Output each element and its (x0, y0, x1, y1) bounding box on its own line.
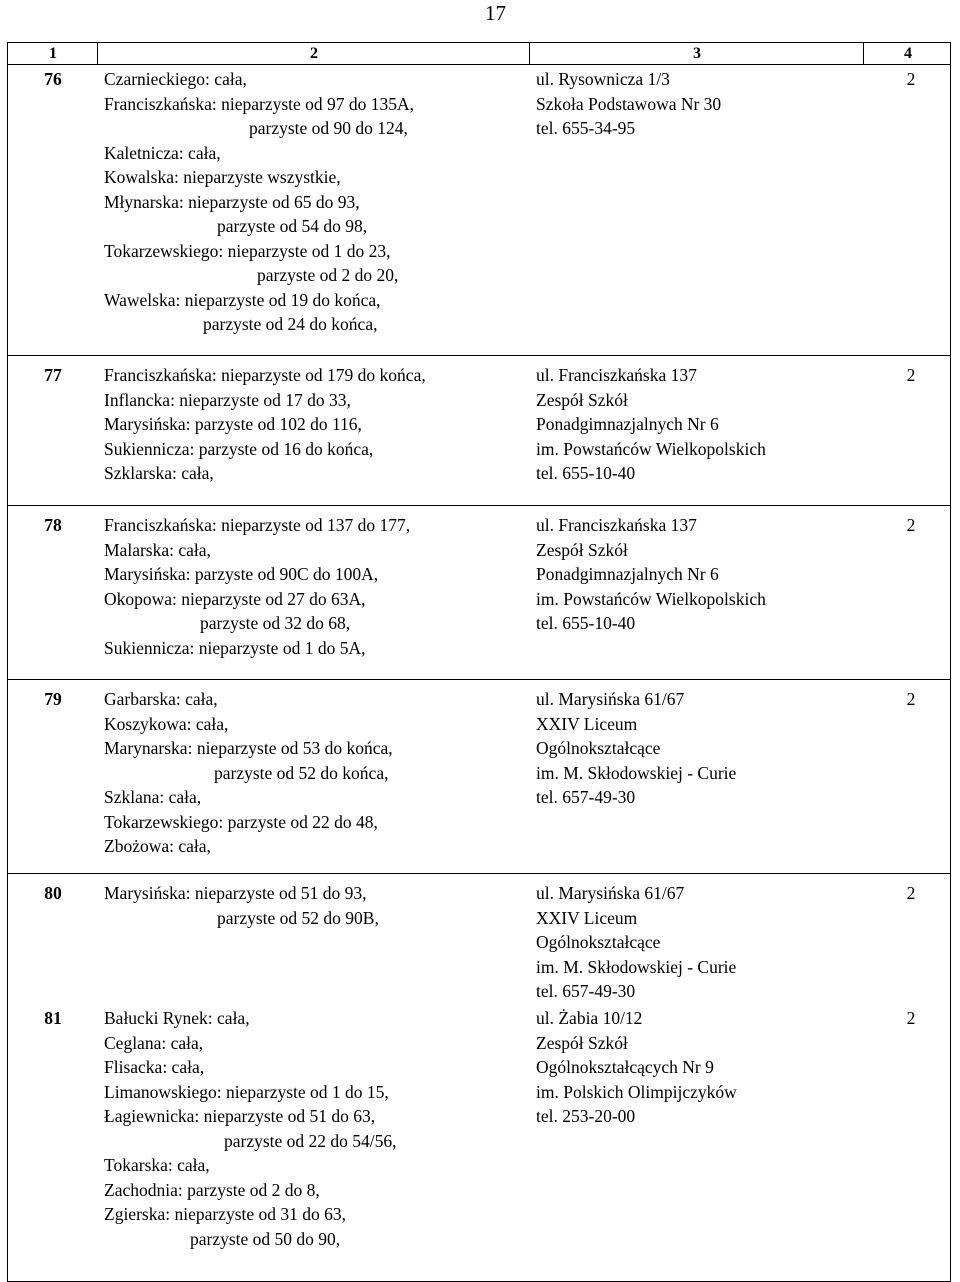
header-col-4: 4 (904, 45, 912, 62)
street-line: Inflancka: nieparzyste od 17 do 33, (104, 389, 351, 410)
streets-cell (104, 363, 524, 486)
school-line: Ogólnokształcące (536, 738, 661, 758)
count-cell: 2 (906, 1008, 916, 1028)
street-line: Wawelska: nieparzyste od 19 do końca, (104, 289, 381, 310)
street-line: Zachodnia: parzyste od 2 do 8, (104, 1179, 320, 1200)
school-line: tel. 657-49-30 (536, 787, 636, 807)
streets-cell (104, 513, 524, 660)
row-number: 80 (44, 883, 62, 903)
count-cell: 2 (906, 365, 916, 385)
table-header-row (8, 43, 950, 65)
row-separator (8, 505, 950, 506)
header-divider (863, 43, 864, 65)
row-separator (8, 873, 950, 874)
row-separator (8, 679, 950, 680)
school-line: tel. 253-20-00 (536, 1106, 636, 1126)
street-line: Tokarzewskiego: parzyste od 22 do 48, (104, 811, 378, 832)
school-line: ul. Franciszkańska 137 (536, 515, 697, 535)
streets-cell (104, 687, 524, 859)
street-line: Sukiennicza: parzyste od 16 do końca, (104, 438, 374, 459)
street-line: Bałucki Rynek: cała, (104, 1008, 250, 1028)
school-line: Zespół Szkół (536, 1032, 628, 1053)
row-separator (8, 355, 950, 356)
street-line: Franciszkańska: nieparzyste od 97 do 135A, (104, 93, 415, 114)
street-line: Młynarska: nieparzyste od 65 do 93, (104, 191, 360, 212)
school-cell (536, 363, 866, 486)
header-col-1: 1 (49, 45, 57, 62)
street-line: Limanowskiego: nieparzyste od 1 do 15, (104, 1081, 389, 1102)
street-line: parzyste od 24 do końca, (203, 314, 378, 334)
page-number: 17 (485, 1, 506, 25)
street-line: Łagiewnicka: nieparzyste od 51 do 63, (104, 1106, 376, 1126)
count-cell: 2 (906, 883, 916, 903)
street-line: Marynarska: nieparzyste od 53 do końca, (104, 738, 393, 758)
street-line: Marysińska: parzyste od 90C do 100A, (104, 564, 379, 584)
street-line: parzyste od 54 do 98, (217, 216, 368, 236)
street-line: Kowalska: nieparzyste wszystkie, (104, 167, 341, 187)
street-line: parzyste od 52 do 90B, (217, 907, 379, 928)
school-line: tel. 655-10-40 (536, 613, 636, 633)
row-number: 78 (44, 515, 62, 535)
street-line: Tokarska: cała, (104, 1155, 210, 1175)
streets-cell (104, 881, 524, 930)
street-line: Sukiennicza: nieparzyste od 1 do 5A, (104, 637, 366, 658)
count-cell: 2 (906, 689, 916, 709)
street-line: Koszykowa: cała, (104, 713, 229, 734)
streets-cell (104, 67, 524, 337)
count-cell: 2 (906, 69, 916, 89)
district-table (7, 42, 951, 1282)
street-line: Okopowa: nieparzyste od 27 do 63A, (104, 588, 366, 609)
street-line: Malarska: cała, (104, 539, 211, 560)
school-cell (536, 513, 866, 636)
school-line: tel. 657-49-30 (536, 981, 636, 1001)
header-col-2: 2 (310, 45, 318, 62)
street-line: parzyste od 32 do 68, (200, 613, 351, 633)
school-line: tel. 655-34-95 (536, 118, 636, 138)
street-line: Zbożowa: cała, (104, 836, 211, 856)
school-cell (536, 881, 866, 1004)
school-line: Zespół Szkół (536, 539, 628, 560)
school-line: ul. Franciszkańska 137 (536, 365, 697, 385)
school-line: Ogólnokształcące (536, 932, 661, 952)
street-line: Zgierska: nieparzyste od 31 do 63, (104, 1204, 347, 1224)
school-cell (536, 67, 866, 141)
street-line: parzyste od 22 do 54/56, (224, 1130, 397, 1151)
count-cell: 2 (906, 515, 916, 535)
street-line: Marysińska: nieparzyste od 51 do 93, (104, 883, 367, 903)
street-line: Franciszkańska: nieparzyste od 179 do końca, (104, 365, 426, 385)
school-line: im. M. Skłodowskiej - Curie (536, 956, 737, 977)
school-line: im. Powstańców Wielkopolskich (536, 588, 766, 609)
school-cell (536, 687, 866, 810)
school-line: ul. Żabia 10/12 (536, 1008, 643, 1028)
school-line: XXIV Liceum (536, 713, 638, 734)
street-line: Szklana: cała, (104, 787, 202, 807)
street-line: Szklarska: cała, (104, 463, 214, 483)
school-line: im. Powstańców Wielkopolskich (536, 438, 766, 459)
header-divider (97, 43, 98, 65)
street-line: parzyste od 52 do końca, (214, 762, 389, 783)
street-line: Kaletnicza: cała, (104, 142, 221, 163)
street-line: parzyste od 90 do 124, (249, 118, 408, 138)
school-line: Szkoła Podstawowa Nr 30 (536, 93, 722, 114)
row-number: 81 (44, 1008, 62, 1028)
school-line: im. Polskich Olimpijczyków (536, 1081, 737, 1102)
street-line: Czarnieckiego: cała, (104, 69, 247, 89)
street-line: parzyste od 2 do 20, (257, 265, 399, 285)
streets-cell (104, 1006, 524, 1251)
school-line: Ogólnokształcących Nr 9 (536, 1057, 714, 1077)
street-line: Marysińska: parzyste od 102 do 116, (104, 414, 362, 434)
school-cell (536, 1006, 866, 1129)
school-line: tel. 655-10-40 (536, 463, 636, 483)
school-line: ul. Rysownicza 1/3 (536, 69, 670, 89)
school-line: Ponadgimnazjalnych Nr 6 (536, 414, 719, 434)
header-col-3: 3 (693, 45, 701, 62)
row-number: 79 (44, 689, 62, 709)
street-line: Ceglana: cała, (104, 1032, 204, 1053)
school-line: ul. Marysińska 61/67 (536, 883, 685, 903)
street-line: parzyste od 50 do 90, (190, 1228, 341, 1249)
street-line: Tokarzewskiego: nieparzyste od 1 do 23, (104, 240, 391, 261)
street-line: Flisacka: cała, (104, 1057, 205, 1077)
school-line: Ponadgimnazjalnych Nr 6 (536, 564, 719, 584)
school-line: ul. Marysińska 61/67 (536, 689, 685, 709)
row-number: 76 (44, 69, 62, 89)
street-line: Garbarska: cała, (104, 689, 218, 709)
school-line: im. M. Skłodowskiej - Curie (536, 762, 737, 783)
street-line: Franciszkańska: nieparzyste od 137 do 177, (104, 515, 411, 535)
header-divider (529, 43, 530, 65)
school-line: Zespół Szkół (536, 389, 628, 410)
row-number: 77 (44, 365, 62, 385)
school-line: XXIV Liceum (536, 907, 638, 928)
